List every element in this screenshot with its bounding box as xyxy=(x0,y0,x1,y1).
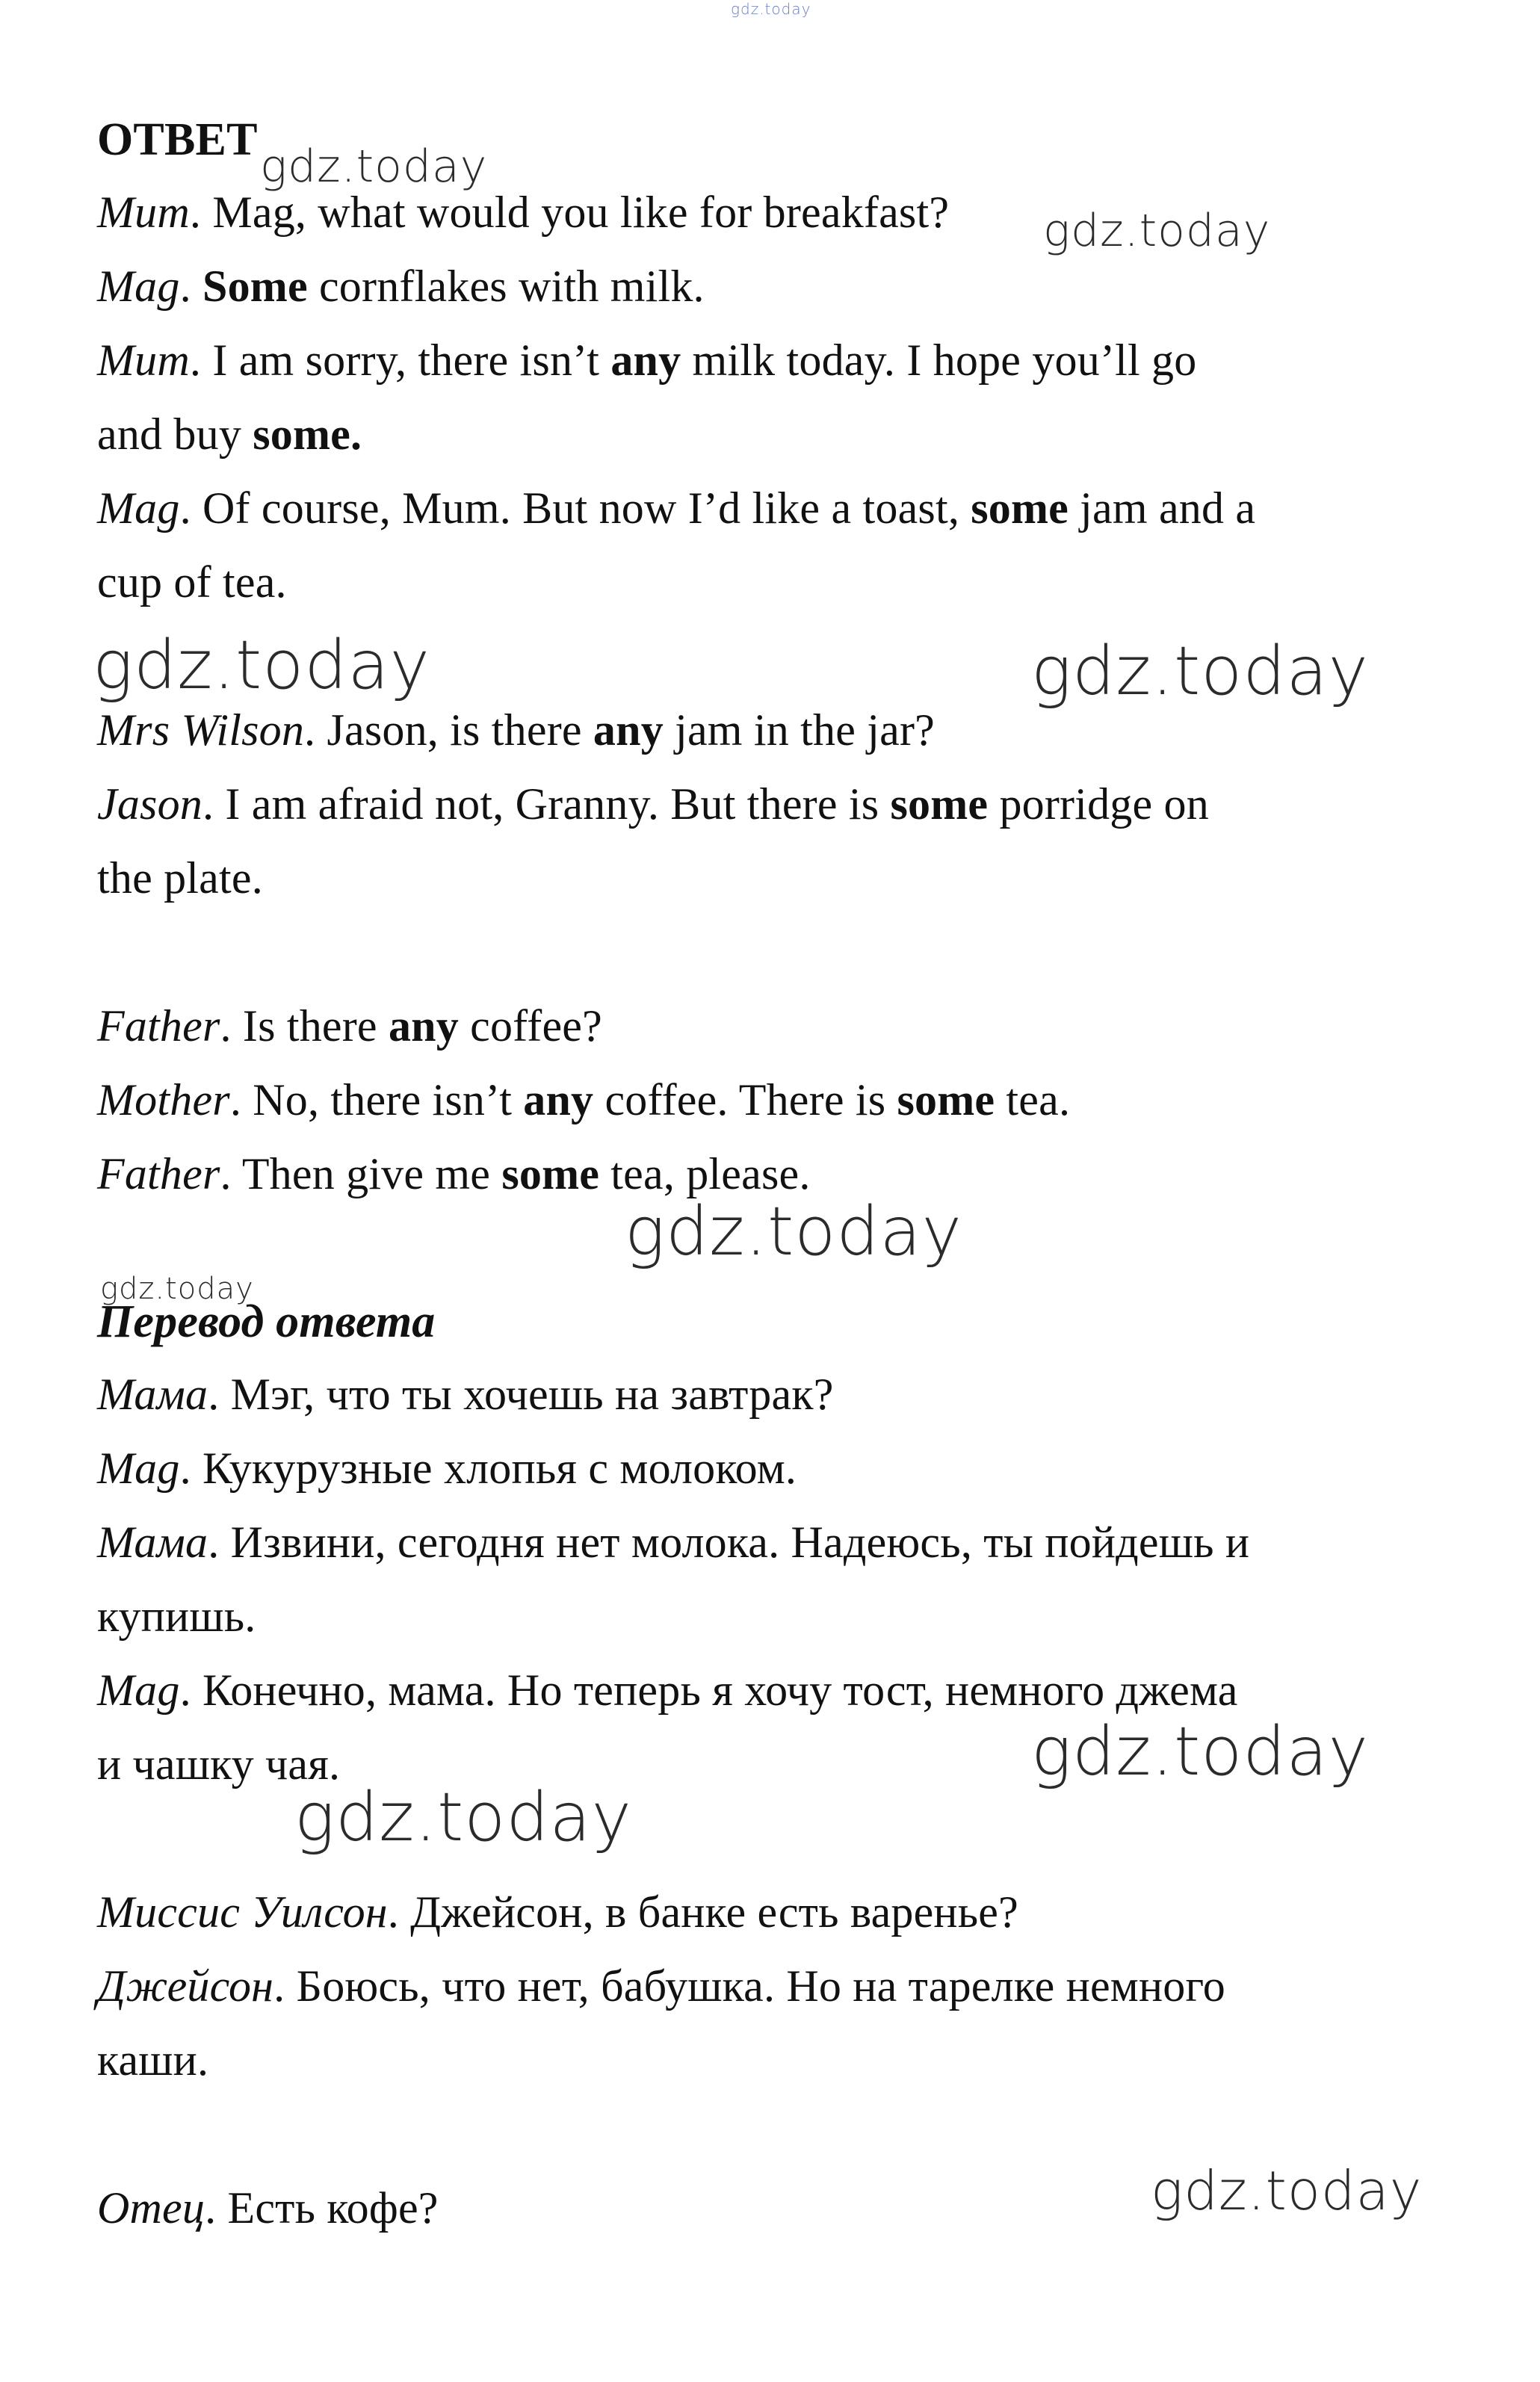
line-text: the plate. xyxy=(97,853,263,903)
watermark-top: gdz.today xyxy=(731,0,811,18)
watermark: gdz.today xyxy=(294,1778,632,1857)
dialogue-line xyxy=(97,407,362,461)
watermark: gdz.today xyxy=(625,1192,962,1271)
line-text: . Jason, is there xyxy=(304,705,593,755)
keyword: any xyxy=(523,1075,594,1125)
line-text: . Is there xyxy=(220,1001,389,1051)
speaker: Mum xyxy=(97,335,190,385)
line-text: . Of course, Mum. But now I’d like a toast, xyxy=(179,483,971,533)
dialogue-line xyxy=(97,481,1255,535)
dialogue-line xyxy=(97,1959,1225,2013)
speaker: Миссис Уилсон xyxy=(97,1887,388,1937)
dialogue-line xyxy=(97,2181,439,2235)
dialogue-line xyxy=(97,999,602,1053)
speaker: Mag xyxy=(97,262,180,311)
keyword: some xyxy=(501,1149,600,1198)
line-text: . Боюсь, что нет, бабушка. Но на тарелке немного xyxy=(273,1961,1225,2011)
line-text: каши. xyxy=(97,2035,209,2085)
line-text: . xyxy=(179,262,202,311)
line-text: . I am sorry, there isn’t xyxy=(189,335,611,385)
speaker: Mag xyxy=(97,1444,180,1493)
dialogue-line xyxy=(97,555,287,609)
line-text: cornflakes with milk. xyxy=(307,262,705,311)
keyword: some. xyxy=(253,409,362,459)
line-text: купишь. xyxy=(97,1591,256,1641)
speaker: Джейсон xyxy=(97,1961,274,2011)
speaker: Мама xyxy=(97,1370,208,1419)
dialogue-line xyxy=(97,1147,811,1201)
line-text: and buy xyxy=(97,409,253,459)
line-text: . Есть кофе? xyxy=(205,2183,439,2233)
dialogue-line xyxy=(97,1441,797,1495)
dialogue-line xyxy=(97,333,1196,387)
dialogue-line xyxy=(97,1367,834,1421)
line-text: milk today. I hope you’ll go xyxy=(681,335,1197,385)
keyword: some xyxy=(890,779,989,829)
line-text: coffee? xyxy=(458,1001,602,1051)
speaker: Jason xyxy=(97,779,202,829)
line-text: . Mag, what would you like for breakfast? xyxy=(189,188,950,237)
keyword: some xyxy=(971,483,1069,533)
line-text: . Кукурузные хлопья с молоком. xyxy=(179,1444,797,1493)
watermark: gdz.today xyxy=(1151,2159,1423,2222)
watermark: gdz.today xyxy=(100,1272,254,1306)
speaker: Mag xyxy=(97,483,180,533)
dialogue-line xyxy=(97,1663,1238,1717)
line-text: . No, there isn’t xyxy=(229,1075,524,1125)
watermark: gdz.today xyxy=(93,626,430,705)
line-text: cup of tea. xyxy=(97,557,287,607)
keyword: any xyxy=(593,705,664,755)
line-text: . Then give me xyxy=(220,1149,502,1198)
watermark: gdz.today xyxy=(260,140,488,193)
line-text: и чашку чая. xyxy=(97,1739,341,1789)
dialogue-line xyxy=(97,2033,208,2087)
dialogue-line xyxy=(97,1589,256,1643)
speaker: Mrs Wilson xyxy=(97,705,305,755)
line-text: . I am afraid not, Granny. But there is xyxy=(202,779,891,829)
speaker: Мама xyxy=(97,1518,208,1567)
line-text: . Конечно, мама. Но теперь я хочу тост, немного джема xyxy=(179,1665,1238,1715)
line-text: tea, please. xyxy=(599,1149,811,1198)
line-text: . Джейсон, в банке есть варенье? xyxy=(387,1887,1018,1937)
watermark: gdz.today xyxy=(1043,205,1271,257)
dialogue-line xyxy=(97,1737,340,1791)
keyword: any xyxy=(610,335,681,385)
dialogue-line xyxy=(97,851,263,905)
speaker: Father xyxy=(97,1001,220,1051)
keyword: Some xyxy=(202,262,308,311)
keyword: some xyxy=(897,1075,995,1125)
dialogue-line xyxy=(97,1885,1018,1939)
line-text: jam and a xyxy=(1068,483,1256,533)
line-text: . Извини, сегодня нет молока. Надеюсь, ты пойдешь и xyxy=(208,1518,1250,1567)
speaker: Mother xyxy=(97,1075,230,1125)
watermark: gdz.today xyxy=(1031,632,1369,711)
dialogue-line xyxy=(97,703,935,757)
speaker: Father xyxy=(97,1149,220,1198)
dialogue-line xyxy=(97,777,1209,831)
watermark: gdz.today xyxy=(1031,1713,1369,1791)
speaker: Отец xyxy=(97,2183,205,2233)
answer-heading: ОТВЕТ xyxy=(97,114,258,165)
dialogue-line xyxy=(97,1515,1249,1569)
speaker: Mum xyxy=(97,188,190,237)
keyword: any xyxy=(388,1001,459,1051)
speaker: Mag xyxy=(97,1665,180,1715)
line-text: coffee. There is xyxy=(593,1075,897,1125)
dialogue-line xyxy=(97,259,705,313)
line-text: tea. xyxy=(995,1075,1071,1125)
dialogue-line xyxy=(97,185,949,239)
line-text: porridge on xyxy=(988,779,1209,829)
line-text: jam in the jar? xyxy=(663,705,935,755)
translation-heading: Перевод ответа xyxy=(97,1296,436,1347)
dialogue-line xyxy=(97,1073,1070,1127)
line-text: . Мэг, что ты хочешь на завтрак? xyxy=(208,1370,834,1419)
